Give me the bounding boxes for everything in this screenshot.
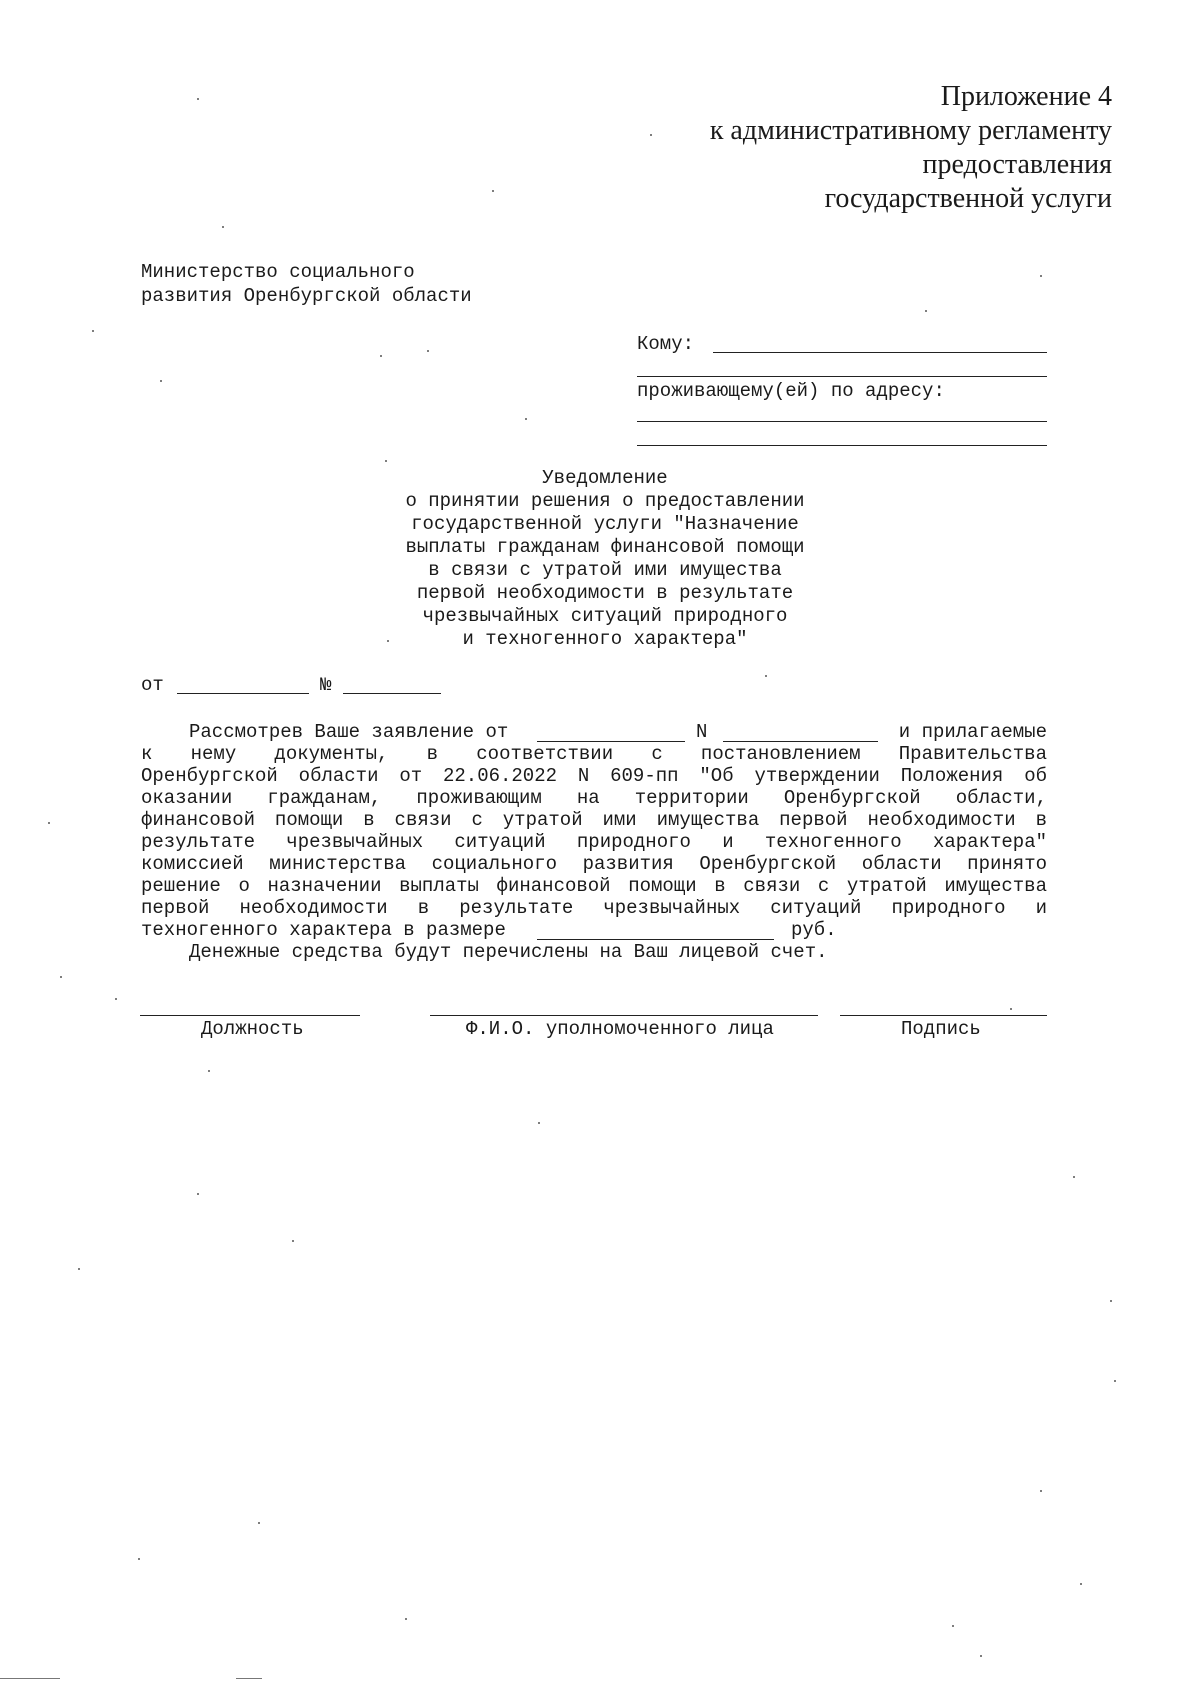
notice-title [345, 467, 865, 651]
body-line: финансовой помощи в связи с утратой ими имущества первой необходимости в [141, 809, 1047, 831]
notice-line: в связи с утратой ими имущества [428, 559, 782, 581]
recipient-name-field[interactable] [713, 352, 1047, 353]
signature-label: Подпись [901, 1018, 981, 1040]
amount-field[interactable] [537, 939, 774, 940]
date-from-label: от [141, 674, 164, 696]
body-line: первой необходимости в результате чрезвычайных ситуаций природного и [141, 897, 1047, 919]
body-line-1 [141, 721, 1047, 743]
notice-line: и техногенного характера" [462, 628, 748, 650]
notice-line: государственной услуги "Назначение [411, 513, 799, 535]
application-number-field[interactable] [723, 741, 878, 742]
notice-line: о принятии решения о предоставлении [405, 490, 805, 512]
funds-text: Денежные средства будут перечислены на Ваш лицевой счет. [189, 941, 828, 963]
position-signature-field[interactable] [140, 1015, 360, 1016]
appendix-line-3: предоставления [922, 149, 1112, 180]
recipient-to-label: Кому: [637, 333, 695, 355]
body-line: результате чрезвычайных ситуаций природного и техногенного характера" [141, 831, 1047, 853]
body-line: комиссией министерства социального развития Оренбургской области принято [141, 853, 1047, 875]
ministry-line-2: развития Оренбургской области [141, 285, 472, 307]
funds-line [141, 941, 1047, 963]
official-name-label: Ф.И.О. уполномоченного лица [466, 1018, 774, 1040]
recipient-address-label: проживающему(ей) по адресу: [637, 380, 945, 402]
notice-line: первой необходимости в результате [416, 582, 794, 604]
notice-line: Уведомление [542, 467, 668, 489]
official-name-field[interactable] [430, 1015, 818, 1016]
appendix-line-1: Приложение 4 [940, 81, 1112, 112]
body-line: к нему документы, в соответствии с постановлением Правительства [141, 743, 1047, 765]
amount-currency: руб. [791, 919, 837, 941]
application-number-label: N [696, 721, 708, 743]
body-line-1-start: Рассмотрев Ваше заявление от [189, 721, 509, 743]
body-line: решение о назначении выплаты финансовой помощи в связи с утратой имущества [141, 875, 1047, 897]
ministry-line-1: Министерство социального [141, 261, 415, 283]
position-label: Должность [201, 1018, 304, 1040]
application-date-field[interactable] [537, 741, 685, 742]
amount-line [141, 919, 1047, 941]
appendix-line-4: государственной услуги [824, 183, 1112, 214]
date-field[interactable] [177, 693, 309, 694]
recipient-address-field-2[interactable] [637, 445, 1047, 446]
signature-field[interactable] [840, 1015, 1047, 1016]
recipient-address-field-1[interactable] [637, 421, 1047, 422]
appendix-line-2: к административному регламенту [709, 115, 1112, 146]
body-line-1-end: и прилагаемые [898, 721, 1047, 743]
amount-line-start: техногенного характера в размере [141, 919, 506, 941]
appendix-header [710, 80, 1112, 216]
number-label: № [320, 674, 332, 696]
body-line: оказании гражданам, проживающим на территории Оренбургской области, [141, 787, 1047, 809]
recipient-name-field-2[interactable] [637, 376, 1047, 377]
number-field[interactable] [343, 693, 441, 694]
body-line: Оренбургской области от 22.06.2022 N 609-пп "Об утверждении Положения об [141, 765, 1047, 787]
notice-line: чрезвычайных ситуаций природного [422, 605, 788, 627]
ministry-block [141, 260, 472, 308]
notice-line: выплаты гражданам финансовой помощи [405, 536, 805, 558]
